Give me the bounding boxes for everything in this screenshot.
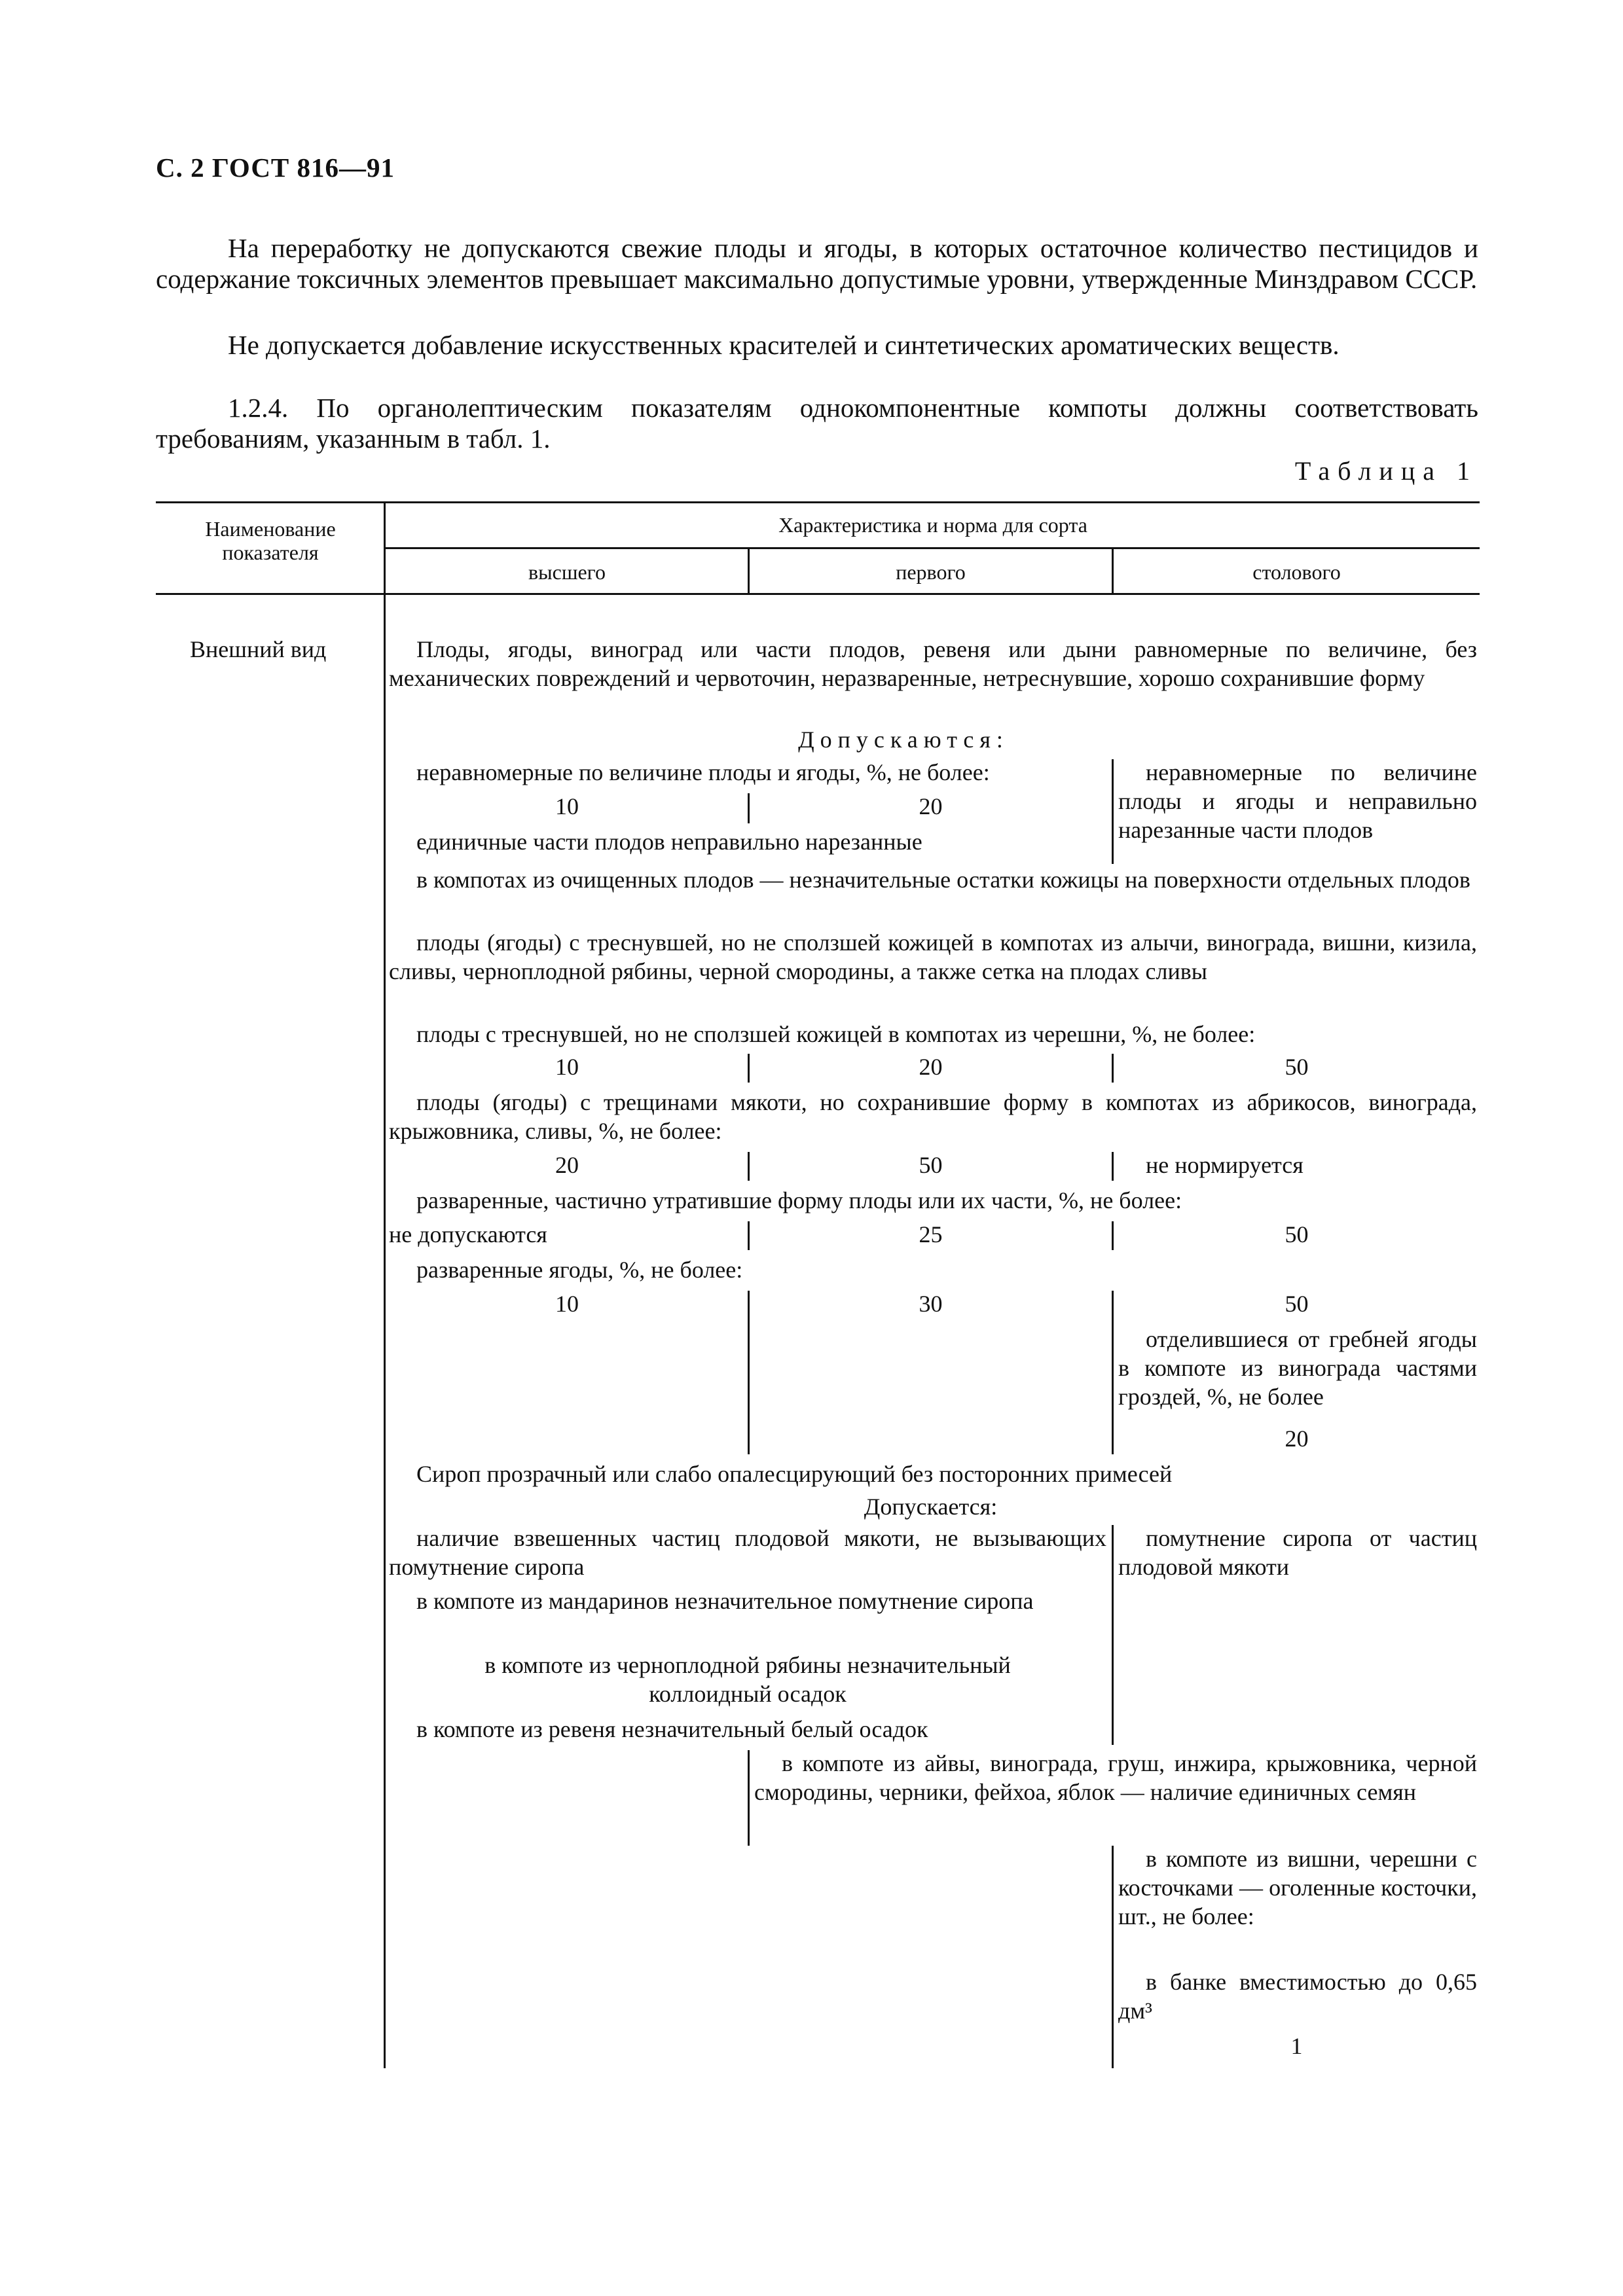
detached-grapes-value: 20 xyxy=(1285,1426,1309,1452)
table-group-rule xyxy=(385,547,1480,549)
flesh-value-top: 20 xyxy=(555,1152,579,1178)
row-detached-grapes: отделившиеся от гребней ягоды в компоте из винограда частями гроздей, %, не более xyxy=(1118,1326,1477,1410)
row-chokeberry-1: в компоте из черноплодной рябины незначительный xyxy=(484,1652,1011,1678)
cherry-value-first: 20 xyxy=(919,1054,943,1080)
flesh-value-table: не нормируется xyxy=(1146,1152,1304,1178)
row-jar-capacity: в банке вместимостью до 0,65 дм³ xyxy=(1118,1969,1477,2024)
row-overcooked-berries: разваренные ягоды, %, не более: xyxy=(416,1257,743,1283)
row-uneven-size: неравномерные по величине плоды и ягоды, %, не более: xyxy=(416,759,990,785)
row-peel-remains: в компотах из очищенных плодов — незначительные остатки кожицы на поверхности отдельных плодов xyxy=(416,867,1470,893)
row-chokeberry-2: коллоидный осадок xyxy=(649,1681,847,1707)
berries-value-first: 30 xyxy=(919,1291,943,1317)
jar-capacity-value: 1 xyxy=(1290,2033,1303,2059)
row-syrup: Сироп прозрачный или слабо опалесцирующий без посторонних примесей xyxy=(416,1461,1173,1487)
flesh-value-first: 50 xyxy=(919,1152,943,1178)
table-head-grade-table: столового xyxy=(1252,560,1341,584)
cherry-value-table: 50 xyxy=(1285,1054,1309,1080)
row-pits: в компоте из вишни, черешни с косточками — оголенные косточки, шт., не более: xyxy=(1118,1846,1477,1929)
row-general-requirements: Плоды, ягоды, виноград или части плодов, ревеня или дыни равномерные по величине, без механических повреждений и червоточин, неразваренные, нетреснувшие, хорошо сохранившие форму xyxy=(389,636,1477,691)
row-syrup-cloudiness: помутнение сиропа от частиц плодовой мякоти xyxy=(1118,1525,1477,1580)
intro-paragraph-2-text: Не допускается добавление искусственных красителей и синтетических ароматических веществ. xyxy=(228,330,1340,360)
intro-paragraph-1 xyxy=(156,233,1478,295)
berries-value-top: 10 xyxy=(555,1291,579,1317)
table-head-indicator: Наименование показателя xyxy=(205,517,336,564)
table-top-rule xyxy=(156,501,1480,503)
rule-uneven-col3 xyxy=(1112,759,1114,864)
table-head-grade-first: первого xyxy=(896,560,966,584)
intro-paragraph-1-text: На переработку не допускаются свежие плоды и ягоды, в которых остаточное количество пестицидов и содержание токсичных элементов превышает максимально допустимые уровни, утвержденные Минздравом СССР. xyxy=(156,233,1478,294)
table-head-grade-top: высшего xyxy=(528,560,606,584)
table-first-column-rule xyxy=(384,501,386,2068)
intro-paragraph-3 xyxy=(156,393,1478,454)
row-uneven-size-table-grade: неравномерные по величине плоды и ягоды и неправильно нарезанные части плодов xyxy=(1118,759,1477,843)
berries-value-table: 50 xyxy=(1285,1291,1309,1317)
intro-paragraph-2 xyxy=(156,330,1478,361)
table-caption: Таблица 1 xyxy=(1294,456,1478,486)
row-cracked-cherry: плоды с треснувшей, но не сползшей кожицей в компотах из черешни, %, не более: xyxy=(416,1021,1256,1047)
uneven-value-first: 20 xyxy=(919,793,943,819)
overcooked-value-table: 50 xyxy=(1285,1221,1309,1247)
row-allowed-heading: Допускаются: xyxy=(798,726,1009,753)
row-overcooked: разваренные, частично утратившие форму плоды или их части, %, не более: xyxy=(416,1187,1182,1213)
row-suspended-particles: наличие взвешенных частиц плодовой мякоти, не вызывающих помутнение сиропа xyxy=(389,1525,1106,1580)
row-flesh-cracks: плоды (ягоды) с трещинами мякоти, но сохранившие форму в компотах из абрикосов, винограда, крыжовника, сливы, %, не более: xyxy=(389,1089,1477,1144)
uneven-value-top: 10 xyxy=(555,793,579,819)
cherry-value-top: 10 xyxy=(555,1054,579,1080)
row-single-pieces: единичные части плодов неправильно нарезанные xyxy=(416,829,922,855)
row-mandarin: в компоте из мандаринов незначительное помутнение сиропа xyxy=(416,1588,1034,1614)
row-syrup-allowed: Допускается: xyxy=(864,1494,998,1520)
intro-paragraph-3-text: 1.2.4. По органолептическим показателям однокомпонентные компоты должны соответствовать требованиям, указанным в табл. 1. xyxy=(156,393,1478,454)
page-header: С. 2 ГОСТ 816—91 xyxy=(156,152,395,183)
row-seeds: в компоте из айвы, винограда, груш, инжира, крыжовника, черной смородины, черники, фейхоа, яблок — наличие единичных семян xyxy=(754,1750,1477,1805)
row-cracked-skin: плоды (ягоды) с треснувшей, но не сползшей кожицей в компотах из алычи, винограда, вишни, кизила, сливы, черноплодной рябины, черной смородины, а также сетка на плодах сливы xyxy=(389,929,1477,984)
table-head-bottom-rule xyxy=(156,593,1480,595)
overcooked-value-first: 25 xyxy=(919,1221,943,1247)
table-head-group: Характеристика и норма для сорта xyxy=(778,513,1087,537)
rule-syrup-col3 xyxy=(1112,1525,1114,1745)
rule-flesh-col3 xyxy=(1112,1152,1114,1181)
overcooked-value-top: не допускаются xyxy=(389,1221,547,1247)
rule-seeds-col2 xyxy=(748,1750,750,1846)
indicator-appearance: Внешний вид xyxy=(190,636,327,662)
row-rhubarb: в компоте из ревеня незначительный белый осадок xyxy=(416,1716,928,1742)
